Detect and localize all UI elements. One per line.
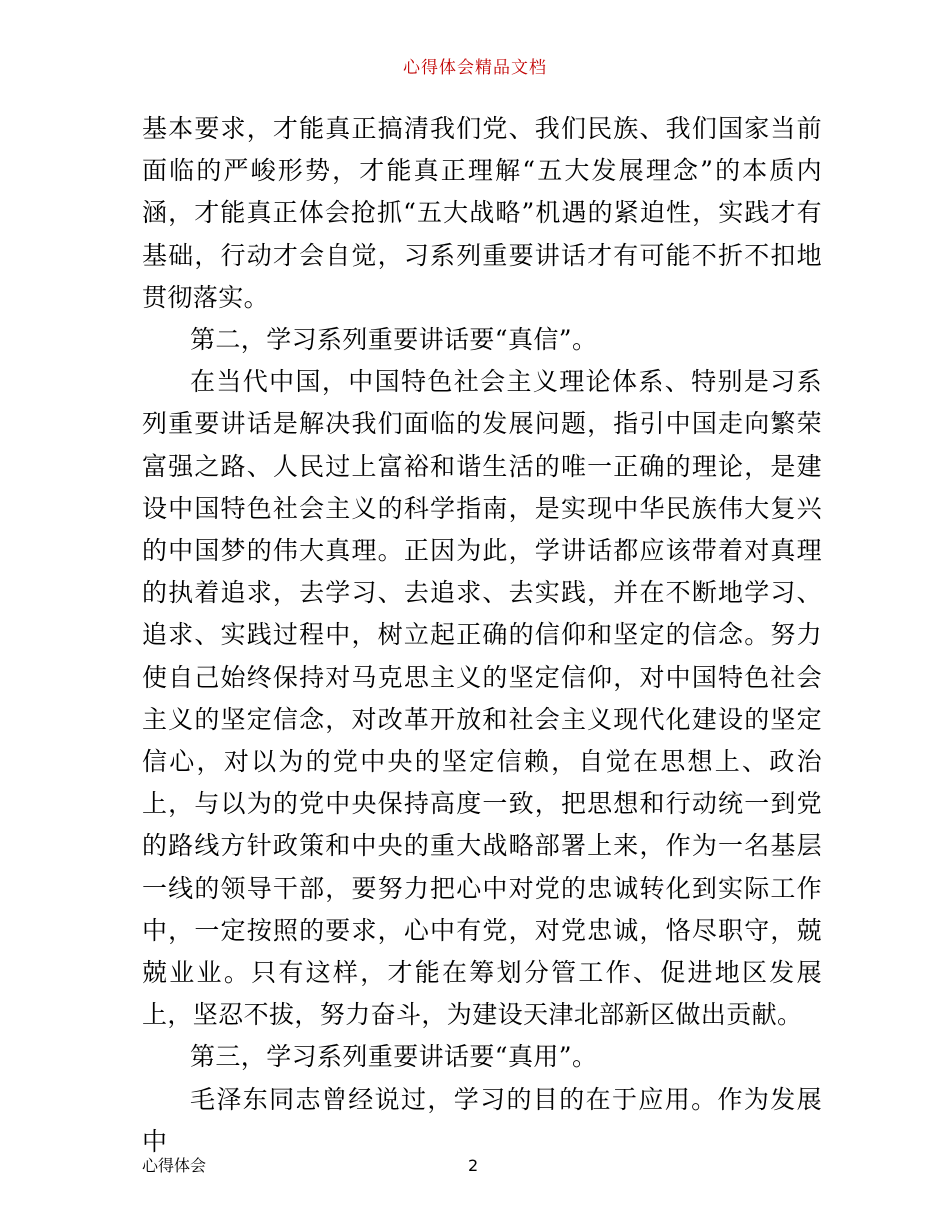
document-body [142,108,822,1163]
page-header-title: 心得体会精品文档 [403,58,547,78]
paragraph-body-last: 毛泽东同志曾经说过，学习的目的在于应用。作为发展中 [142,1084,822,1156]
paragraph-continuation: 基本要求，才能真正搞清我们党、我们民族、我们国家当前面临的严峻形势，才能真正理解“五大发展理念”的本质内涵，才能真正体会抢抓“五大战略”机遇的紧迫性，实践才有基础，行动才会自觉，习系列重要讲话才有可能不折不扣地贯彻落实。 [142,114,822,312]
page-number: 2 [468,1156,479,1175]
footer-label: 心得体会 [142,1156,207,1175]
paragraph-heading-third: 第三，学习系列重要讲话要“真用”。 [190,1042,598,1072]
paragraph-heading-second: 第二，学习系列重要讲话要“真信”。 [190,325,598,355]
paragraph-body: 在当代中国，中国特色社会主义理论体系、特别是习系列重要讲话是解决我们面临的发展问题，指引中国走向繁荣富强之路、人民过上富裕和谐生活的唯一正确的理论，是建设中国特色社会主义的科学指南，是实现中华民族伟大复兴的中国梦的伟大真理。正因为此，学讲话都应该带着对真理的执着追求，去学习、去追求、去实践，并在不断地学习、追求、实践过程中，树立起正确的信仰和坚定的信念。努力使自己始终保持对马克思主义的坚定信仰，对中国特色社会主义的坚定信念，对改革开放和社会主义现代化建设的坚定信心，对以为的党中央的坚定信赖，自觉在思想上、政治上，与以为的党中央保持高度一致，把思想和行动统一到党的路线方针政策和中央的重大战略部署上来，作为一名基层一线的领导干部，要努力把心中对党的忠诚转化到实际工作中，一定按照的要求，心中有党，对党忠诚，恪尽职守，兢兢业业。只有这样，才能在筹划分管工作、促进地区发展上，坚忍不拔，努力奋斗，为建设天津北部新区做出贡献。 [142,367,822,1030]
